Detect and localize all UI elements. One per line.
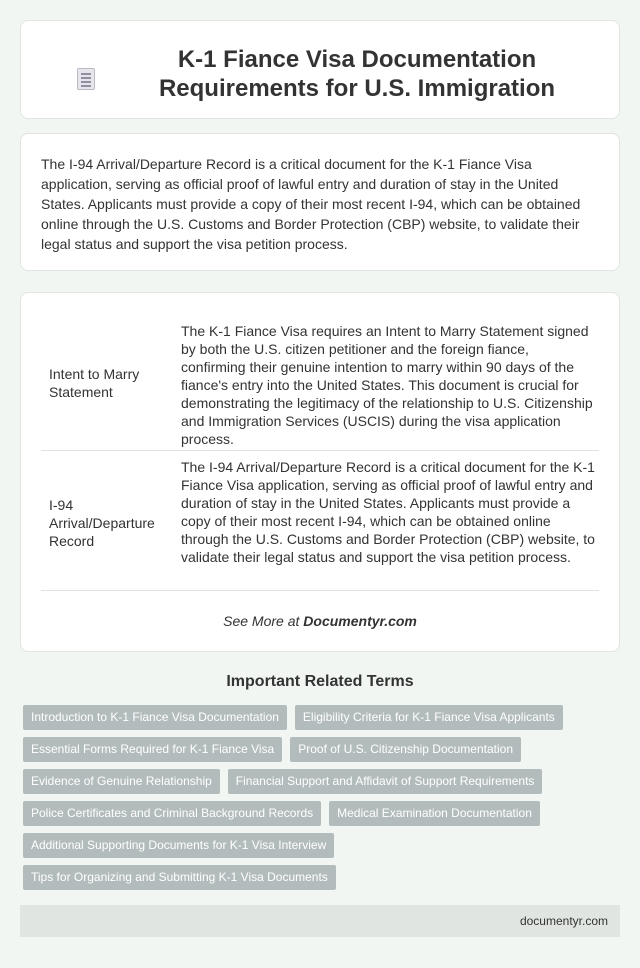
- related-term-tag[interactable]: Additional Supporting Documents for K-1 Visa Interview: [23, 833, 334, 858]
- intro-text: The I-94 Arrival/Departure Record is a critical document for the K-1 Fiance Visa application, serving as official proof of lawful entry and duration of stay in the United States. Applicants must provide a copy of their most recent I-94, which can be obtained online through the U.S. Customs and Border Protection (CBP) website, to validate their legal status and support the visa petition process.: [41, 156, 581, 252]
- document-icon: [77, 68, 95, 90]
- related-term-tag[interactable]: Essential Forms Required for K-1 Fiance Visa: [23, 737, 282, 762]
- related-term-tag[interactable]: Proof of U.S. Citizenship Documentation: [290, 737, 521, 762]
- header-card: [20, 20, 620, 119]
- related-term-tag[interactable]: Medical Examination Documentation: [329, 801, 540, 826]
- related-terms-heading: Important Related Terms: [226, 673, 414, 690]
- related-term-tag[interactable]: Introduction to K-1 Fiance Visa Documentation: [23, 705, 287, 730]
- term-cell: I-94 Arrival/Departure Record: [49, 497, 155, 549]
- related-terms-list: [23, 705, 623, 897]
- footer-site-link[interactable]: documentyr.com: [519, 914, 608, 928]
- related-term-tag[interactable]: Eligibility Criteria for K-1 Fiance Visa Applicants: [295, 705, 563, 730]
- definition-cell: The K-1 Fiance Visa requires an Intent to Marry Statement signed by both the U.S. citizen petitioner and the foreign fiance, confirming their genuine intention to marry within 90 days of the fiance's entry into the United States. This document is crucial for demonstrating the legitimacy of the relationship to U.S. Citizenship and Immigration Services (USCIS) during the visa application process.: [181, 323, 593, 447]
- see-more-prefix: See More at: [223, 613, 304, 629]
- table-row: [41, 453, 599, 591]
- term-cell: Intent to Marry Statement: [49, 366, 140, 400]
- related-term-tag[interactable]: Tips for Organizing and Submitting K-1 Visa Documents: [23, 865, 336, 890]
- related-term-tag[interactable]: Evidence of Genuine Relationship: [23, 769, 220, 794]
- terms-table: [20, 292, 620, 652]
- intro-card: [20, 133, 620, 271]
- table-row: [41, 317, 599, 451]
- footer: [20, 905, 620, 937]
- definition-cell: The I-94 Arrival/Departure Record is a critical document for the K-1 Fiance Visa application, serving as official proof of lawful entry and duration of stay in the United States. Applicants must provide a copy of their most recent I-94, which can be obtained online through the U.S. Customs and Border Protection (CBP) website, to validate their legal status and support the visa petition process.: [181, 459, 595, 565]
- related-term-tag[interactable]: Police Certificates and Criminal Background Records: [23, 801, 321, 826]
- see-more-link[interactable]: [21, 613, 619, 629]
- page-title: K-1 Fiance Visa Documentation Requirements for U.S. Immigration: [158, 46, 556, 102]
- related-term-tag[interactable]: Financial Support and Affidavit of Support Requirements: [228, 769, 543, 794]
- see-more-site: Documentyr.com: [303, 613, 417, 629]
